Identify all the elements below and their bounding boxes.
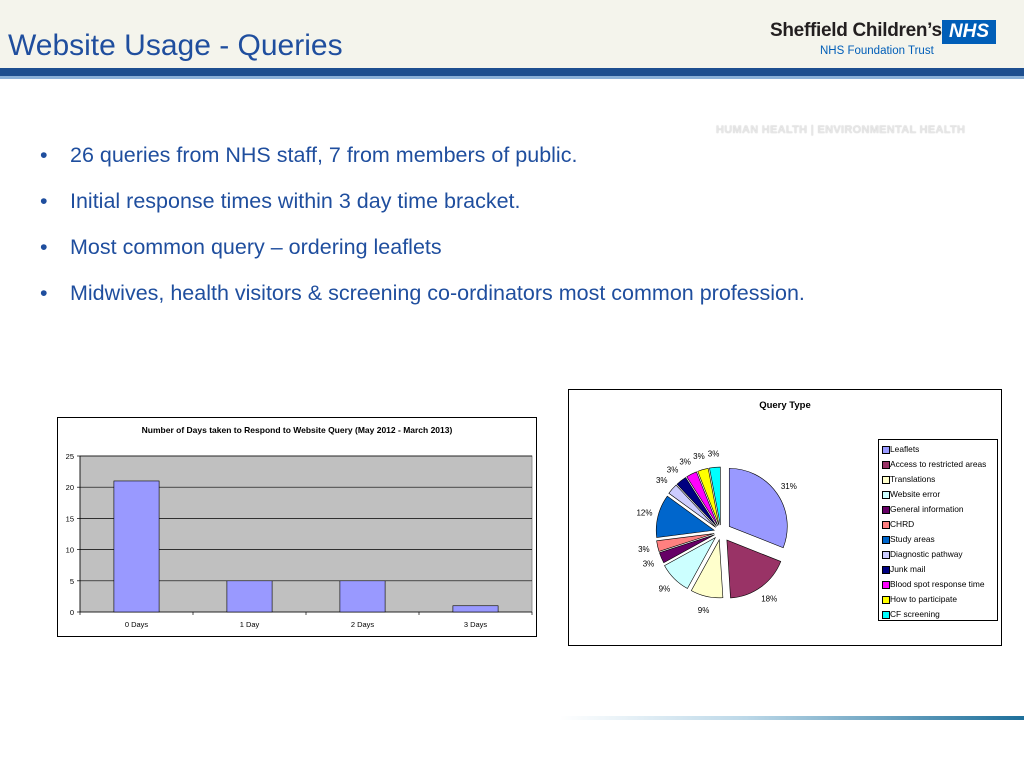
bullet-list [36,132,805,316]
x-tick-label: 2 Days [350,620,375,629]
legend-swatch [882,611,890,619]
logo-subtitle: NHS Foundation Trust [820,45,934,57]
legend-swatch [882,521,890,529]
x-tick-label: 1 Day [239,620,260,629]
bar-chart-title: Number of Days taken to Respond to Website Query (May 2012 - March 2013) [141,425,453,435]
bar-chart [58,418,536,636]
legend-item [879,532,997,547]
legend-label: Diagnostic pathway [890,549,963,559]
pie-data-label: 3% [655,475,668,485]
pie-data-label: 3% [642,559,655,569]
footer-accent-line [560,716,1024,720]
pie-slice [729,468,787,547]
x-tick-label: 0 Days [124,620,149,629]
bullet-text: Initial response times within 3 day time bracket. [70,189,521,213]
legend-item [879,472,997,487]
legend-label: Translations [890,474,936,484]
legend-label: Junk mail [890,564,926,574]
pie-data-label: 3% [693,452,705,462]
pie-chart-title: Query Type [759,400,811,411]
bullet-item [36,224,805,270]
bar-chart-panel [57,417,537,637]
legend-label: Study areas [890,534,935,544]
legend-item [879,577,997,592]
pie-legend [878,439,998,621]
legend-label: CF screening [890,609,940,619]
pie-chart-panel [568,389,1002,646]
legend-item [879,517,997,532]
legend-label: How to participate [890,594,958,604]
legend-label: General information [890,504,964,514]
bullet-text: Most common query – ordering leaflets [70,235,442,259]
pie-data-label: 9% [697,606,710,616]
bullet-marker: • [40,189,48,213]
header-divider [0,68,1024,76]
bullet-text: 26 queries from NHS staff, 7 from members of public. [70,143,578,167]
legend-item [879,562,997,577]
bullet-marker: • [40,281,48,305]
pie-data-label: 3% [679,457,691,467]
legend-label: Access to restricted areas [890,459,987,469]
pie-data-label: 3% [638,545,650,555]
bullet-marker: • [40,235,48,259]
header-divider-light [0,76,1024,79]
bullet-item [36,270,805,316]
legend-label: Leaflets [890,444,920,454]
pie-data-label: 18% [761,594,778,604]
trust-logo [770,18,996,60]
page-title: Website Usage - Queries [8,29,343,62]
legend-label: CHRD [890,519,915,529]
y-tick-label: 5 [69,576,74,586]
legend-swatch [882,491,890,499]
legend-swatch [882,461,890,469]
legend-swatch [882,536,890,544]
legend-label: Website error [890,489,941,499]
legend-item [879,502,997,517]
nhs-logo: NHS [942,20,996,44]
y-tick-label: 25 [65,452,74,461]
legend-swatch [882,476,890,484]
legend-swatch [882,566,890,574]
legend-swatch [882,596,890,604]
legend-item [879,592,997,607]
bullet-text: Midwives, health visitors & screening co-ordinators most common profession. [70,281,805,305]
legend-swatch [882,446,890,454]
pie-data-label: 31% [780,481,797,491]
pie-data-label: 9% [658,584,671,594]
x-tick-label: 3 Days [463,620,488,629]
legend-item [879,607,997,622]
pie-data-label: 12% [636,508,653,518]
bar [227,581,272,612]
legend-swatch [882,581,890,589]
legend-swatch [882,551,890,559]
pie-slice [727,540,781,598]
legend-item [879,457,997,472]
y-tick-label: 0 [69,608,74,617]
bar [340,581,385,612]
legend-label: Blood spot response time [890,579,985,589]
pie-data-label: 3% [707,449,720,459]
pie-data-label: 3% [666,465,679,475]
legend-swatch [882,506,890,514]
legend-item [879,487,997,502]
logo-name: Sheffield Children’s [770,20,942,41]
bullet-item [36,132,805,178]
tagline: HUMAN HEALTH | ENVIRONMENTAL HEALTH [716,124,966,136]
bar [114,481,159,612]
bullet-marker: • [40,143,48,167]
y-tick-label: 10 [65,545,74,555]
pie-chart [569,390,869,645]
y-tick-label: 15 [65,514,74,524]
y-tick-label: 20 [65,483,74,493]
bullet-item [36,178,805,224]
bar [453,606,498,612]
legend-item [879,442,997,457]
legend-item [879,547,997,562]
